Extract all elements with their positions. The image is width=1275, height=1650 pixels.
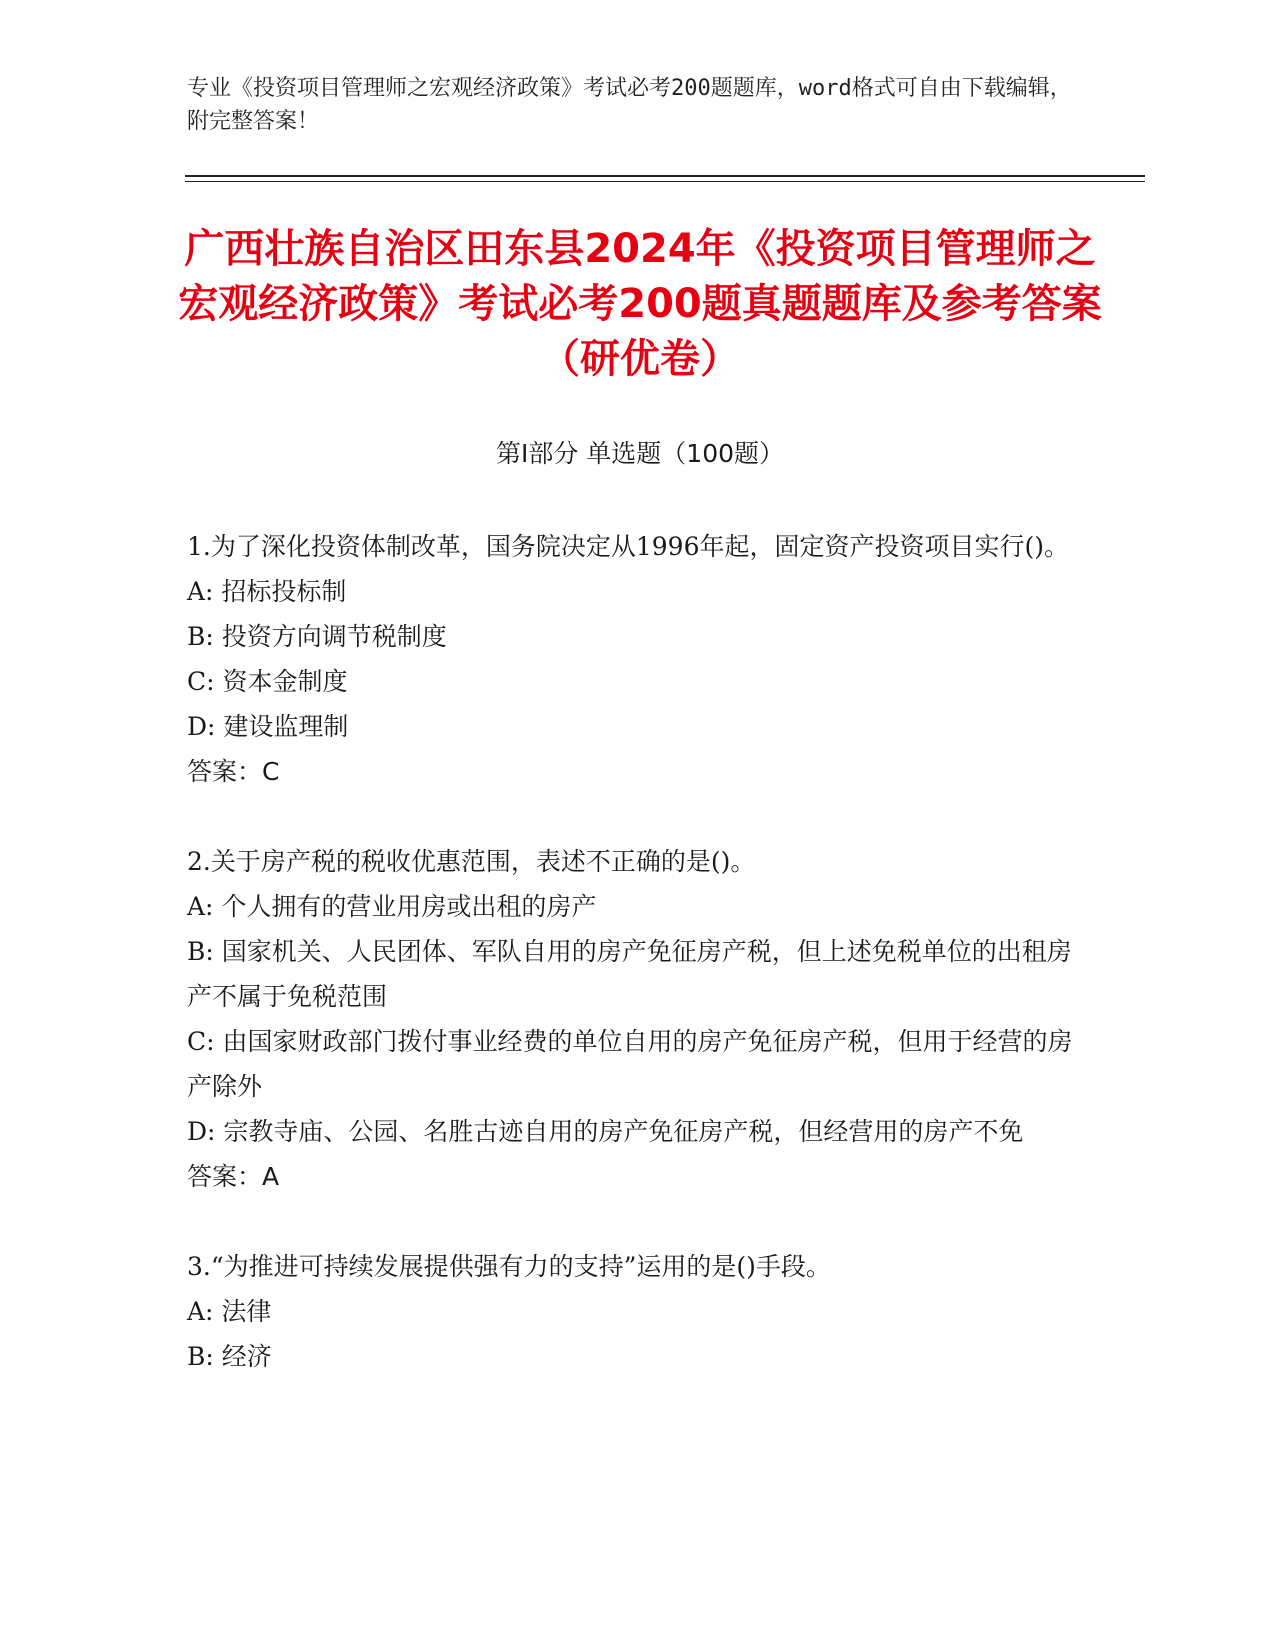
section-title: 第I部分 单选题（100题）: [495, 439, 785, 468]
question-stem: 1.为了深化投资体制改革，国务院决定从1996年起，固定资产投资项目实行()。: [187, 532, 1069, 561]
answer: 答案：C: [187, 757, 280, 786]
option-b: B: 国家机关、人民团体、军队自用的房产免征房产税，但上述免税单位的出租房产不属于免税范围: [187, 937, 1072, 1011]
document-title: 广西壮族自治区田东县2024年《投资项目管理师之宏观经济政策》考试必考200题真题题库及参考答案（研优卷）: [178, 226, 1102, 382]
option-d: D: 宗教寺庙、公园、名胜古迹自用的房产免征房产税，但经营用的房产不免: [187, 1117, 1024, 1146]
header-divider-thick: [185, 175, 1145, 177]
question-stem: 2.关于房产税的税收优惠范围，表述不正确的是()。: [187, 847, 756, 876]
option-a: A: 个人拥有的营业用房或出租的房产: [187, 892, 597, 921]
option-a: A: 法律: [187, 1297, 272, 1326]
option-b: B: 经济: [187, 1342, 272, 1371]
option-c: C: 由国家财政部门拨付事业经费的单位自用的房产免征房产税，但用于经营的房产除外: [187, 1027, 1073, 1101]
answer: 答案：A: [187, 1162, 280, 1191]
question-3: [187, 1244, 1077, 1379]
option-a: A: 招标投标制: [187, 577, 347, 606]
option-b: B: 投资方向调节税制度: [187, 622, 447, 651]
question-1: [187, 524, 1077, 794]
question-stem: 3.“为推进可持续发展提供强有力的支持”运用的是()手段。: [187, 1252, 831, 1281]
header-note: 专业《投资项目管理师之宏观经济政策》考试必考200题题库，word格式可自由下载编辑，附完整答案！: [187, 76, 1072, 134]
option-c: C: 资本金制度: [187, 667, 348, 696]
question-list: [187, 524, 1077, 1424]
header-divider-thin: [185, 181, 1145, 182]
option-d: D: 建设监理制: [187, 712, 349, 741]
question-2: [187, 839, 1077, 1199]
